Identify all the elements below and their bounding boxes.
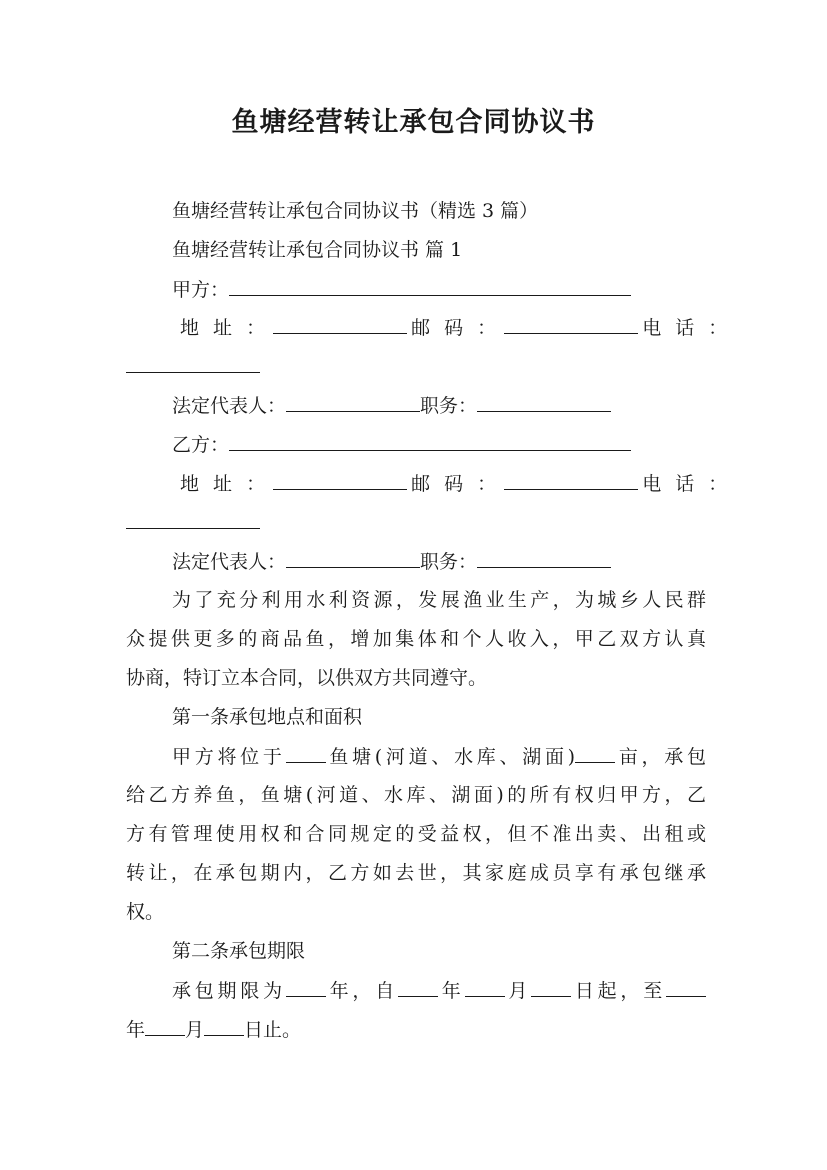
end-month-blank[interactable] [145,1016,185,1036]
end-day-blank[interactable] [204,1016,244,1036]
start-month-blank[interactable] [465,977,505,997]
address-blank[interactable] [273,314,407,334]
article1-line: 方有管理使用权和合同规定的受益权，但不准出卖、出租或 [126,823,706,845]
party-b-blank[interactable] [229,431,631,451]
location-blank[interactable] [286,743,326,763]
term-years-blank[interactable] [286,977,326,997]
party-b-contact-line [180,470,732,497]
position-blank[interactable] [477,392,611,412]
postcode-label: 邮 码 ： [411,473,501,495]
article1-line: 给乙方养鱼，鱼塘(河道、水库、湖面)的所有权归甲方，乙 [126,784,706,806]
phone-label: 电 话 ： [642,473,732,495]
position-blank[interactable] [477,548,611,568]
article2-heading: 第二条承包期限 [172,940,306,962]
legal-rep-label: 法定代表人： [172,551,287,573]
area-blank[interactable] [575,743,615,763]
intro-line: 为了充分利用水利资源，发展渔业生产，为城乡人民群 [172,589,706,611]
intro-line: 协商，特订立本合同，以供双方共同遵守。 [126,667,488,689]
start-year-blank[interactable] [398,977,438,997]
party-a-blank[interactable] [229,276,631,296]
postcode-label: 邮 码 ： [411,317,501,339]
party-b-rep-line [172,548,706,575]
position-label: 职务： [420,395,478,417]
postcode-blank[interactable] [504,314,638,334]
party-a-line [172,276,706,303]
article1-heading: 第一条承包地点和面积 [172,706,363,728]
party-b-label: 乙方： [172,434,230,456]
address-label: 地 址 ： [180,317,270,339]
intro-line: 众提供更多的商品鱼，增加集体和个人收入，甲乙双方认真 [126,628,706,650]
party-a-contact-line [180,314,732,341]
party-a-label: 甲方： [172,279,230,301]
legal-rep-blank[interactable] [286,548,420,568]
article1-line: 权。 [126,901,165,923]
legal-rep-label: 法定代表人： [172,395,287,417]
party-a-phone-line [126,353,706,380]
phone-label: 电 话 ： [642,317,732,339]
start-day-blank[interactable] [531,977,571,997]
end-year-blank[interactable] [666,977,706,997]
party-b-line [172,431,706,458]
article1-line: 转让，在承包期内，乙方如去世，其家庭成员享有承包继承 [126,862,706,884]
postcode-blank[interactable] [504,470,638,490]
subtitle: 鱼塘经营转让承包合同协议书（精选 3 篇） [172,200,539,222]
legal-rep-blank[interactable] [286,392,420,412]
document-title: 鱼塘经营转让承包合同协议书 [231,107,596,138]
phone-blank[interactable] [126,509,260,529]
phone-blank[interactable] [126,353,260,373]
address-label: 地 址 ： [180,473,270,495]
party-a-rep-line [172,392,706,419]
part-heading: 鱼塘经营转让承包合同协议书 篇 1 [172,239,463,261]
article2-line: 年 月 日止。 [126,1016,706,1043]
address-blank[interactable] [273,470,407,490]
party-b-phone-line [126,509,706,536]
article2-line: 承包期限为 年，自 年 月 日起，至 [172,977,706,1004]
article1-line: 甲方将位于 鱼塘(河道、水库、湖面) 亩，承包 [172,743,706,770]
position-label: 职务： [420,551,478,573]
